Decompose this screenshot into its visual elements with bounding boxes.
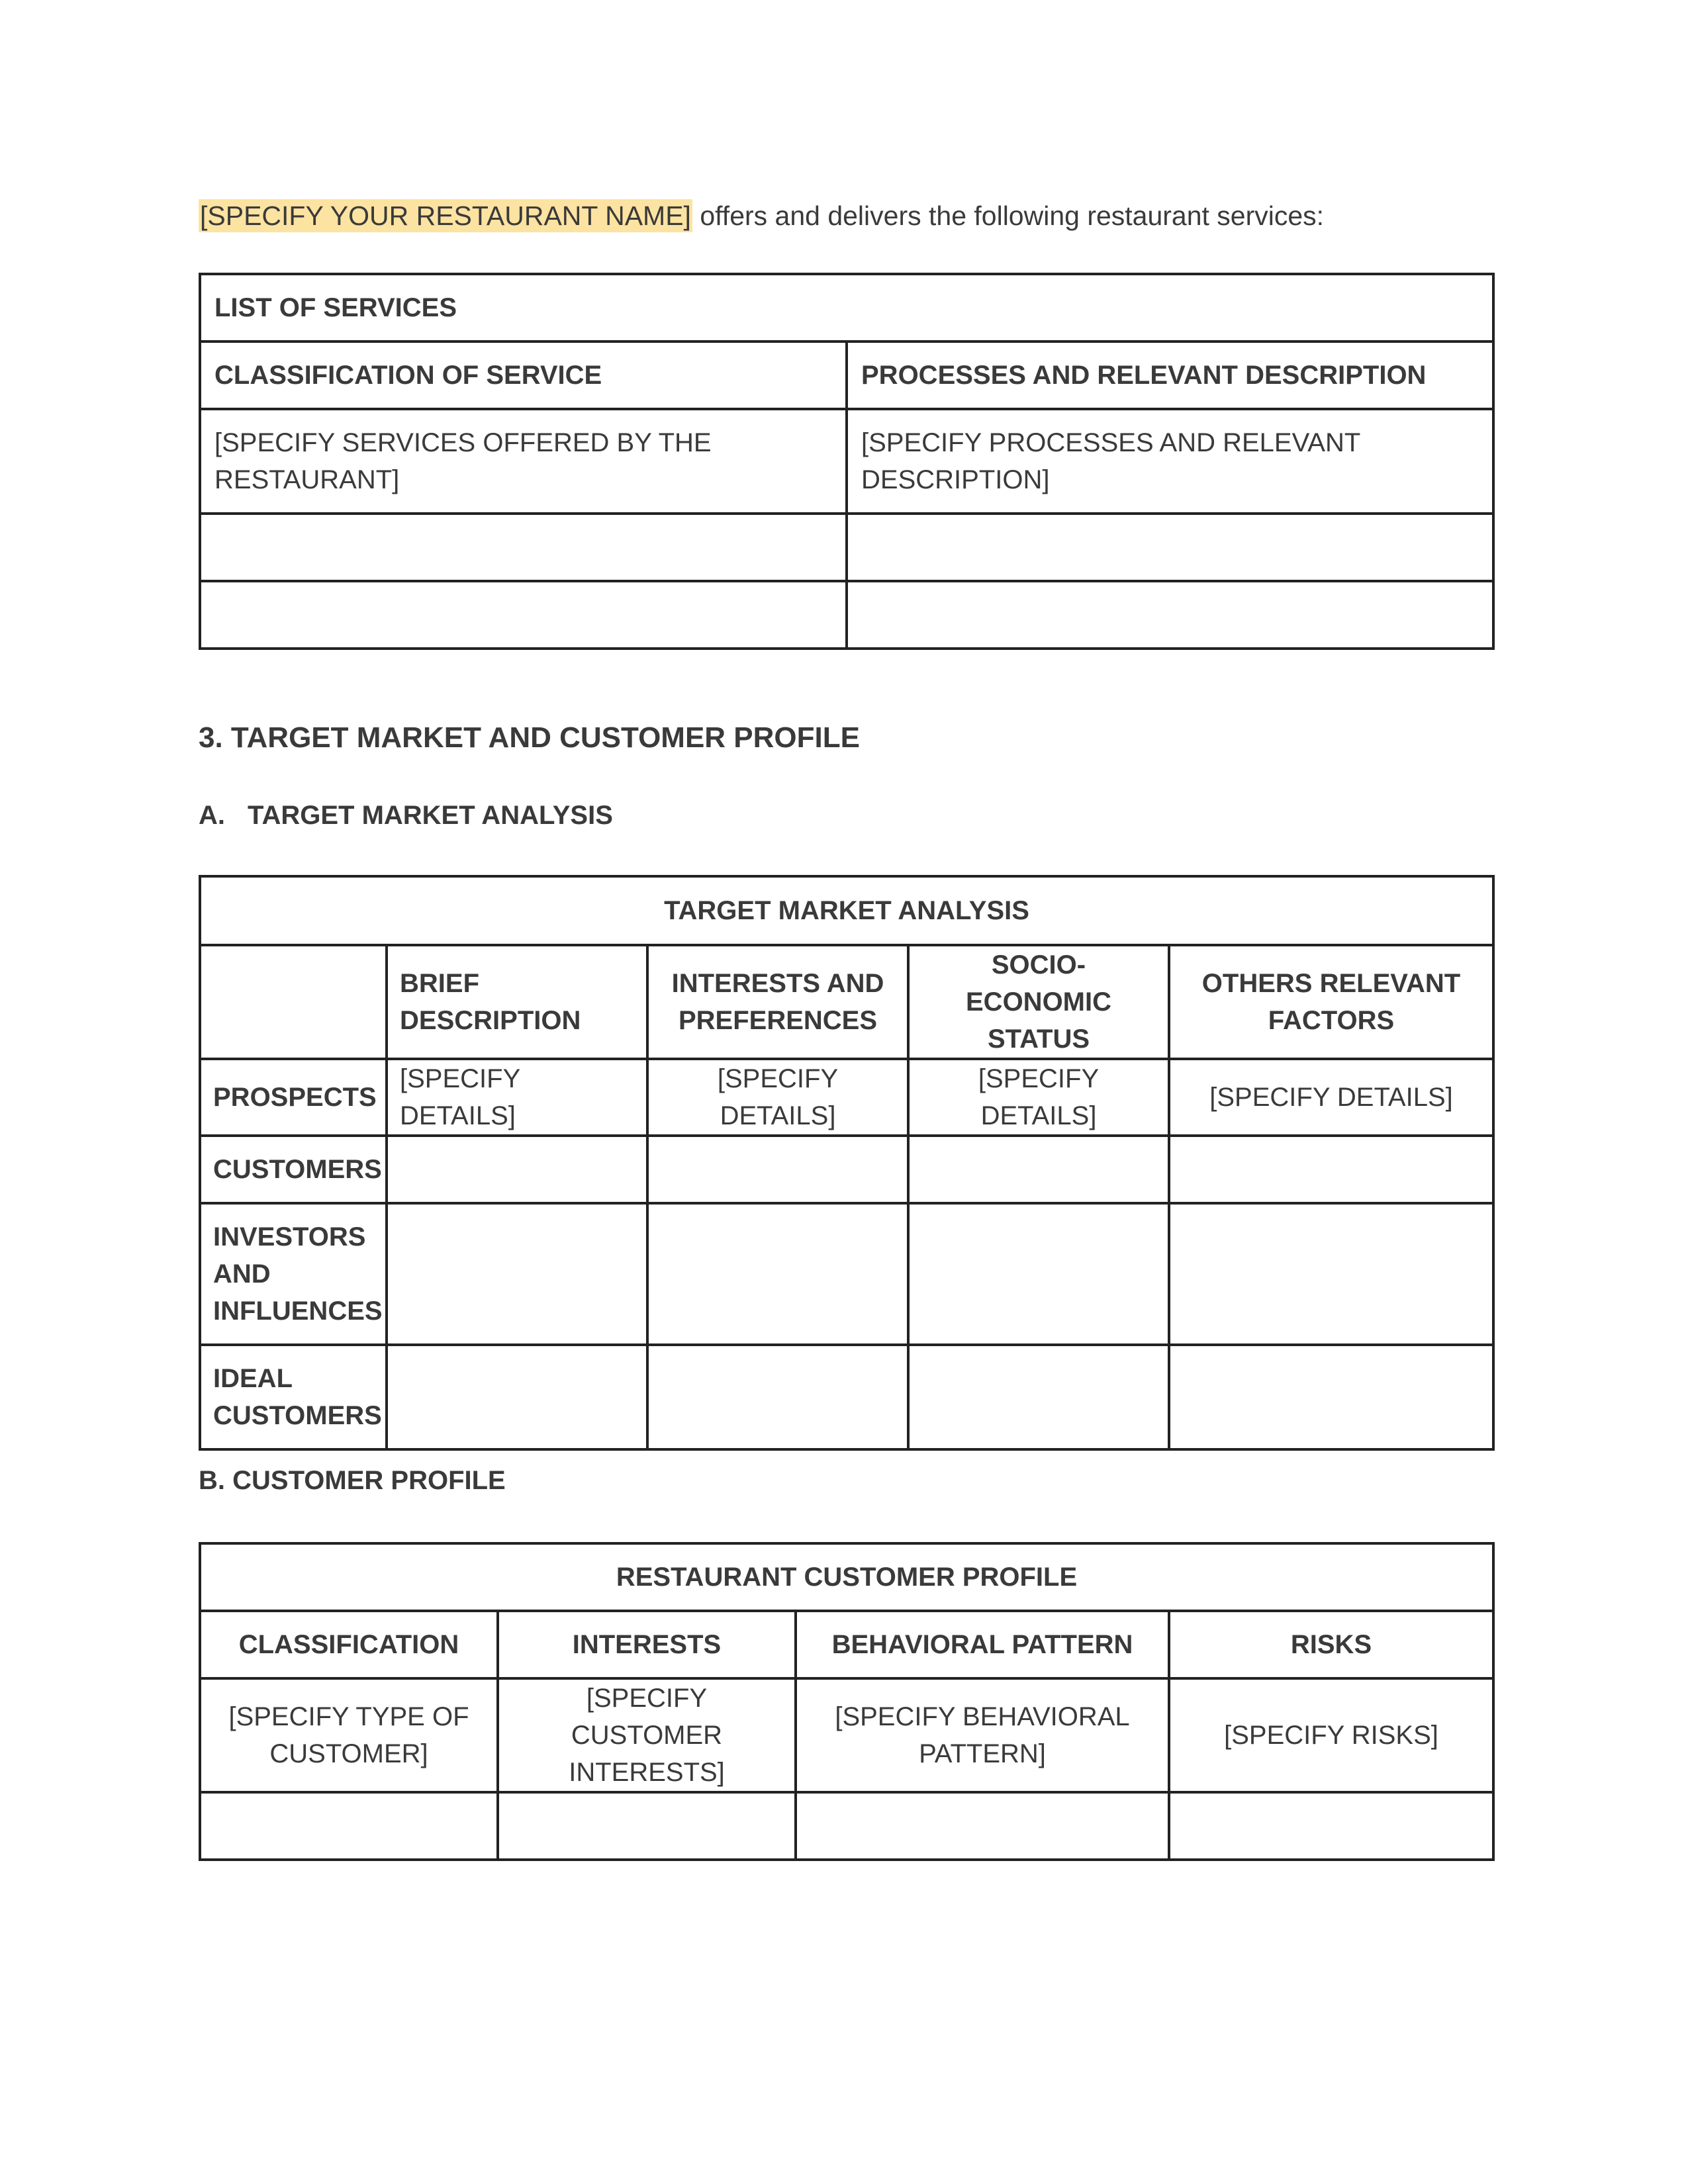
table-cell: [SPECIFY TYPE OF CUSTOMER] <box>200 1678 498 1792</box>
header-behavioral-pattern: BEHAVIORAL PATTERN <box>796 1611 1169 1678</box>
header-socio-economic-status: SOCIO-ECONOMIC STATUS <box>908 945 1169 1059</box>
table-row <box>200 1611 1493 1678</box>
services-table-title: LIST OF SERVICES <box>200 274 1493 341</box>
row-label-prospects: PROSPECTS <box>200 1059 387 1136</box>
table-cell <box>1169 1792 1493 1860</box>
table-row <box>200 514 1493 581</box>
header-empty <box>200 945 387 1059</box>
table-row <box>200 341 1493 409</box>
table-row <box>200 1543 1493 1611</box>
restaurant-name-placeholder: [SPECIFY YOUR RESTAURANT NAME] <box>200 201 691 231</box>
table-row <box>200 1059 1493 1136</box>
subsection-title: TARGET MARKET ANALYSIS <box>248 801 613 830</box>
table-row <box>200 1345 1493 1449</box>
table-row <box>200 409 1493 514</box>
table-cell: [SPECIFY BEHAVIORAL PATTERN] <box>796 1678 1169 1792</box>
table-cell <box>200 1792 498 1860</box>
section-heading: 3. TARGET MARKET AND CUSTOMER PROFILE <box>199 721 860 754</box>
table-cell: [SPECIFY DETAILS] <box>1169 1059 1493 1136</box>
table-cell <box>1169 1345 1493 1449</box>
table-cell <box>908 1203 1169 1345</box>
table-row <box>200 1792 1493 1860</box>
table-row <box>200 1678 1493 1792</box>
table-cell <box>200 514 847 581</box>
table-cell <box>908 1136 1169 1203</box>
table-cell <box>1169 1136 1493 1203</box>
customer-profile-table <box>199 1542 1495 1861</box>
header-classification: CLASSIFICATION <box>200 1611 498 1678</box>
header-classification-of-service: CLASSIFICATION OF SERVICE <box>200 341 847 409</box>
row-label-ideal-customers: IDEAL CUSTOMERS <box>200 1345 387 1449</box>
table-cell: [SPECIFY DETAILS] <box>647 1059 908 1136</box>
table-cell <box>200 581 847 649</box>
intro-paragraph <box>199 196 1324 236</box>
table-cell <box>498 1792 796 1860</box>
table-cell <box>387 1203 647 1345</box>
table-row <box>200 581 1493 649</box>
table-cell <box>908 1345 1169 1449</box>
subsection-marker: A. <box>199 801 225 830</box>
table-cell <box>647 1203 908 1345</box>
target-market-table <box>199 875 1495 1451</box>
table-row <box>200 876 1493 945</box>
header-other-relevant-factors: OTHERS RELEVANT FACTORS <box>1169 945 1493 1059</box>
table-cell <box>847 581 1493 649</box>
intro-text: offers and delivers the following restaurant services: <box>692 201 1325 231</box>
table-row <box>200 1203 1493 1345</box>
table-cell: [SPECIFY RISKS] <box>1169 1678 1493 1792</box>
table-cell: [SPECIFY SERVICES OFFERED BY THE RESTAURANT] <box>200 409 847 514</box>
table-cell <box>387 1136 647 1203</box>
services-table <box>199 273 1495 650</box>
customer-profile-table-title: RESTAURANT CUSTOMER PROFILE <box>200 1543 1493 1611</box>
target-market-table-title: TARGET MARKET ANALYSIS <box>200 876 1493 945</box>
table-cell: [SPECIFY CUSTOMER INTERESTS] <box>498 1678 796 1792</box>
subsection-heading-a <box>199 801 613 831</box>
table-cell <box>796 1792 1169 1860</box>
table-cell <box>647 1345 908 1449</box>
subsection-heading-b: B. CUSTOMER PROFILE <box>199 1466 506 1495</box>
table-cell <box>1169 1203 1493 1345</box>
table-cell <box>647 1136 908 1203</box>
header-processes-description: PROCESSES AND RELEVANT DESCRIPTION <box>847 341 1493 409</box>
table-row <box>200 274 1493 341</box>
header-brief-description: BRIEF DESCRIPTION <box>387 945 647 1059</box>
table-cell: [SPECIFY PROCESSES AND RELEVANT DESCRIPTION] <box>847 409 1493 514</box>
table-cell: [SPECIFY DETAILS] <box>908 1059 1169 1136</box>
header-interests-preferences: INTERESTS AND PREFERENCES <box>647 945 908 1059</box>
table-cell <box>387 1345 647 1449</box>
row-label-customers: CUSTOMERS <box>200 1136 387 1203</box>
table-row <box>200 1136 1493 1203</box>
table-cell <box>847 514 1493 581</box>
header-risks: RISKS <box>1169 1611 1493 1678</box>
table-row <box>200 945 1493 1059</box>
header-interests: INTERESTS <box>498 1611 796 1678</box>
table-cell: [SPECIFY DETAILS] <box>387 1059 647 1136</box>
row-label-investors: INVESTORS AND INFLUENCES <box>200 1203 387 1345</box>
